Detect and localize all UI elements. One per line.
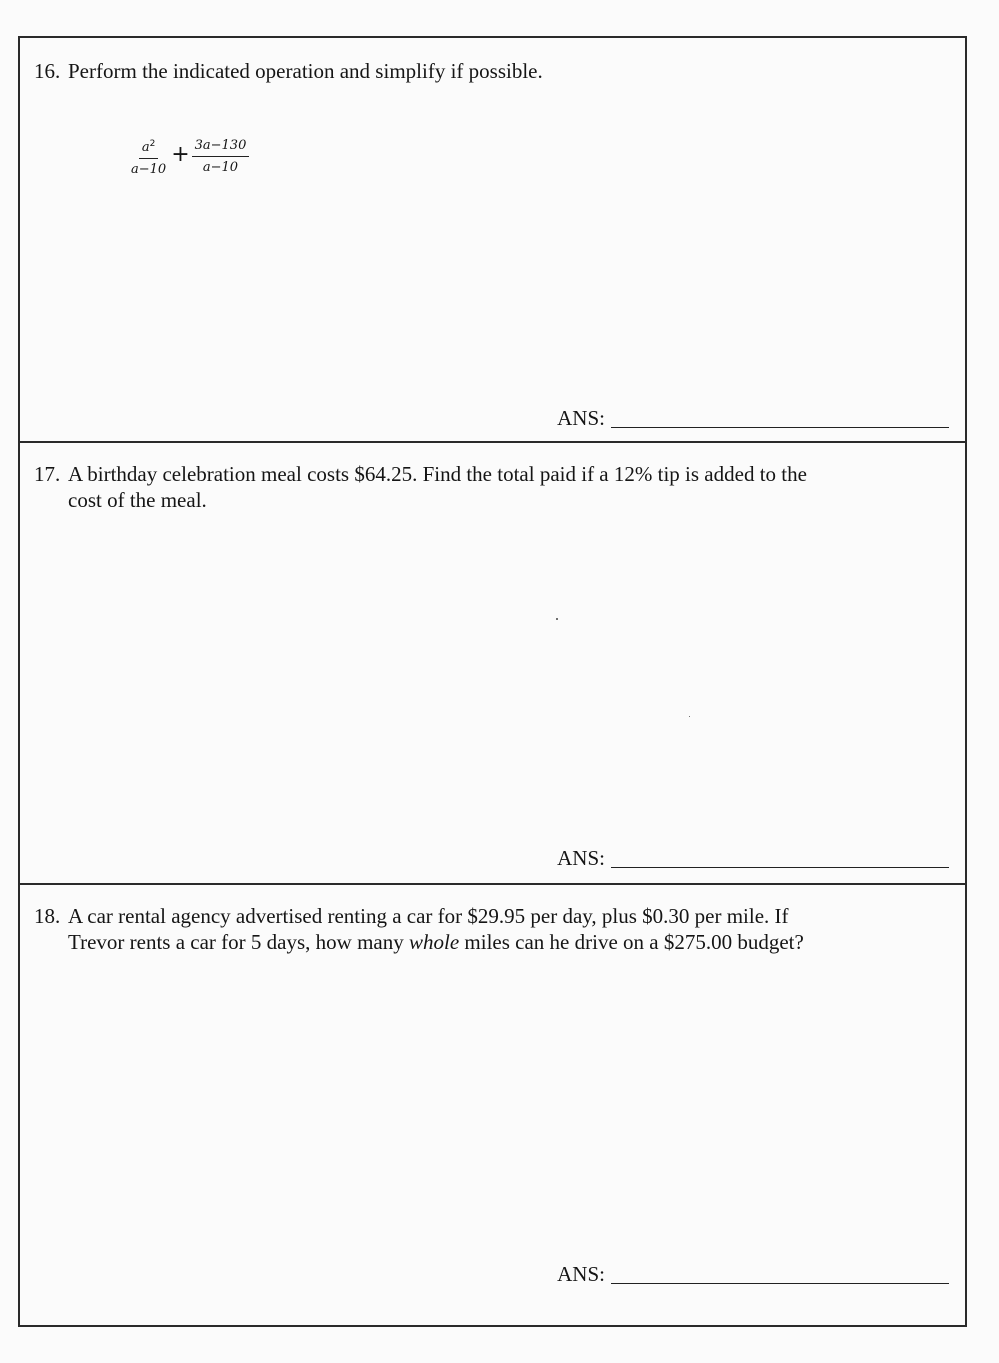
answer-row-18 [557,1261,949,1287]
question-prompt-line-2: cost of the meal. [68,488,207,512]
question-prompt-line-1: A car rental agency advertised renting a car for $29.95 per day, plus $0.30 per mile. If [68,904,789,928]
question-18-text [34,903,914,955]
answer-blank-18[interactable] [611,1282,949,1284]
answer-blank-17[interactable] [611,866,949,868]
scan-speck [689,716,690,717]
question-16-section [20,38,965,443]
question-17-text [34,461,914,513]
answer-label: ANS: [557,406,605,430]
fraction-1 [128,136,169,178]
fraction-2-denominator: a−10 [202,160,239,175]
fraction-1-denominator: a−10 [131,162,167,177]
rational-expression [128,136,249,178]
scan-speck [556,618,558,620]
question-prompt-line-2: Trevor rents a car for 5 days, how many whole miles can he drive on a $275.00 budget? [68,930,804,954]
question-number: 18. [34,904,61,928]
answer-label: ANS: [557,1262,605,1286]
fraction-1-numerator: $a^2$ [139,136,159,159]
answer-row-16 [557,405,949,431]
question-prompt-line-1: A birthday celebration meal costs $64.25. Find the total paid if a 12% tip is added to the [68,462,807,486]
answer-label: ANS: [557,846,605,870]
emphasis-whole: whole [408,930,460,954]
fraction-2 [192,138,250,176]
question-number: 16. [34,59,61,83]
answer-blank-16[interactable] [611,426,949,428]
answer-row-17 [557,845,949,871]
question-number: 17. [34,462,61,486]
fraction-2-numerator: 3a−130 [192,138,250,157]
plus-operator: + [171,142,190,167]
question-18-section [20,885,965,1325]
question-17-section [20,443,965,885]
worksheet-frame [18,36,967,1327]
question-prompt: Perform the indicated operation and simplify if possible. [68,59,543,83]
question-16-text [34,58,914,84]
